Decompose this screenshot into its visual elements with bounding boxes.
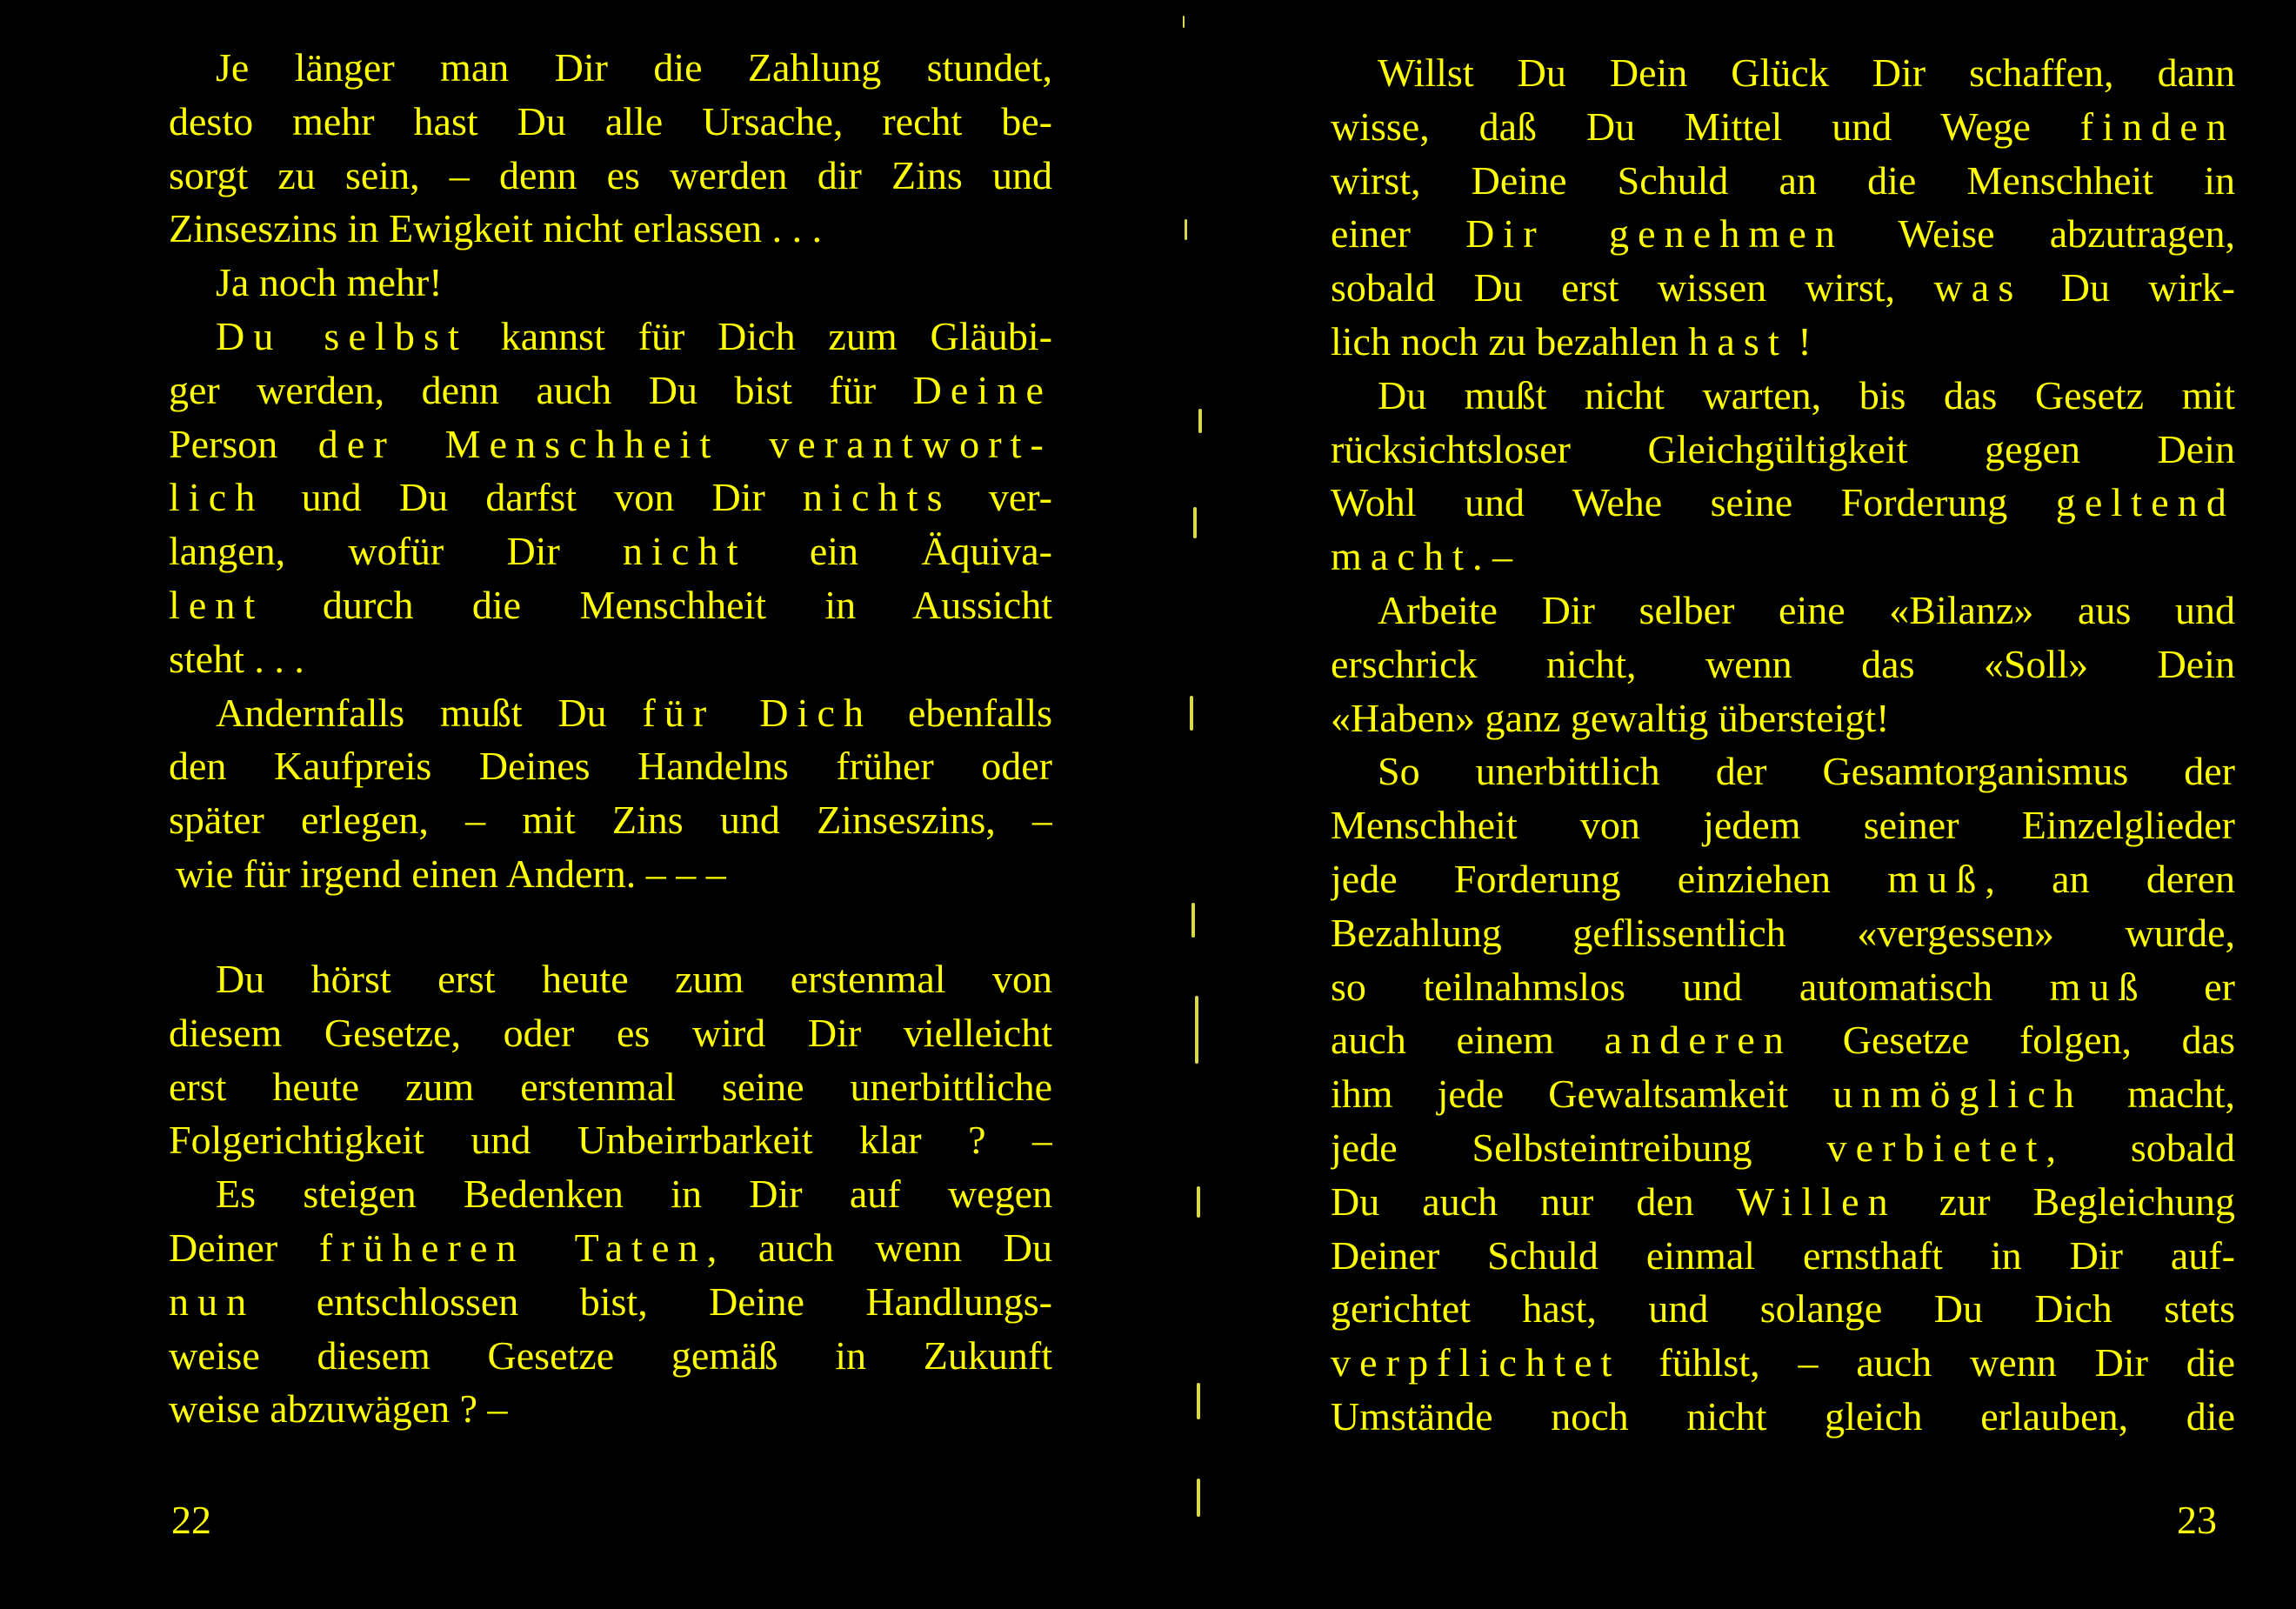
text-line: Willst Du Dein Glück Dir schaffen, dann xyxy=(1378,50,2235,95)
text-line: rücksichtsloser Gleichgültigkeit gegen Dein xyxy=(1331,426,2235,471)
text-line: Deiner Schuld einmal ernsthaft in Dir auf- xyxy=(1331,1232,2235,1278)
text-line: Du mußt nicht warten, bis das Gesetz mit xyxy=(1378,372,2235,417)
text-line: weise diesem Gesetze gemäß in Zukunft xyxy=(169,1332,1052,1378)
text-line: den Kaufpreis Deines Handelns früher oder xyxy=(169,744,1052,789)
text-line: Du selbst kannst für Dich zum Gläubi- xyxy=(216,313,1052,358)
text-line: macht. – xyxy=(1331,534,1512,579)
text-line: diesem Gesetze, oder es wird Dir vielleicht xyxy=(169,1010,1052,1055)
text-line: weise abzuwägen ? – xyxy=(169,1386,508,1432)
text-line: Je länger man Dir die Zahlung stundet, xyxy=(216,45,1052,90)
text-line: Ja noch mehr! xyxy=(216,260,443,305)
text-line: sorgt zu sein, – denn es werden dir Zins und xyxy=(169,152,1052,197)
right-page xyxy=(1148,0,2296,1609)
text-line: ger werden, denn auch Du bist für Deine xyxy=(169,367,1052,412)
text-line: Du auch nur den Willen zur Begleichung xyxy=(1331,1178,2235,1224)
text-line: lich und Du darfst von Dir nichts ver- xyxy=(169,475,1052,520)
text-line: Andernfalls mußt Du für Dich ebenfalls xyxy=(216,690,1052,735)
text-line: einer Dir genehmen Weise abzutragen, xyxy=(1331,211,2235,257)
text-line: Du hörst erst heute zum erstenmal von xyxy=(216,957,1052,1001)
text-line: langen, wofür Dir nicht ein Äquiva- xyxy=(169,529,1052,574)
text-line: «Haben» ganz gewaltig übersteigt! xyxy=(1331,695,1890,740)
text-line: lent durch die Menschheit in Aussicht xyxy=(169,582,1052,627)
right-text-block xyxy=(1331,46,2235,1444)
text-line: ihm jede Gewaltsamkeit unmöglich macht, xyxy=(1331,1072,2235,1117)
text-line: später erlegen, – mit Zins und Zinseszins, – xyxy=(169,798,1052,843)
page-number-left: 22 xyxy=(171,1498,211,1542)
text-line: Wohl und Wehe seine Forderung geltend xyxy=(1331,480,2235,525)
page-number-right: 23 xyxy=(2177,1498,2217,1542)
text-line: wirst, Deine Schuld an die Menschheit in xyxy=(1331,157,2235,203)
left-text-block-1 xyxy=(169,41,1052,901)
text-line: So unerbittlich der Gesamtorganismus der xyxy=(1378,749,2235,794)
text-line: Deiner früheren Taten, auch wenn Du xyxy=(169,1225,1052,1270)
text-line: Es steigen Bedenken in Dir auf wegen xyxy=(216,1172,1052,1217)
text-line: desto mehr hast Du alle Ursache, recht be- xyxy=(169,98,1052,144)
left-text-block-2 xyxy=(169,952,1052,1436)
text-line: wisse, daß Du Mittel und Wege finden xyxy=(1331,103,2235,149)
text-line: Person der Menschheit verantwort- xyxy=(169,421,1052,466)
text-line: nun entschlossen bist, Deine Handlungs- xyxy=(169,1279,1052,1324)
text-line: verpflichtet fühlst, – auch wenn Dir die xyxy=(1331,1340,2235,1385)
text-line: lich noch zu bezahlen hast ! xyxy=(1331,318,1812,364)
text-line: auch einem anderen Gesetze folgen, das xyxy=(1331,1018,2235,1063)
text-line: Umstände noch nicht gleich erlauben, die xyxy=(1331,1393,2235,1439)
text-line: so teilnahmslos und automatisch muß er xyxy=(1331,964,2235,1009)
text-line: sobald Du erst wissen wirst, was Du wirk- xyxy=(1331,265,2235,310)
text-line: jede Selbsteintreibung verbietet, sobald xyxy=(1331,1125,2235,1170)
text-line: Menschheit von jedem seiner Einzelglieder xyxy=(1331,803,2235,848)
text-line: Folgerichtigkeit und Unbeirrbarkeit klar ? – xyxy=(169,1118,1052,1163)
text-line: Arbeite Dir selber eine «Bilanz» aus und xyxy=(1378,587,2235,632)
text-line: gerichtet hast, und solange Du Dich stets xyxy=(1331,1286,2235,1332)
text-line: wie für irgend einen Andern. – – – xyxy=(176,851,726,896)
text-line: jede Forderung einziehen muß, an deren xyxy=(1331,856,2235,901)
text-line: erschrick nicht, wenn das «Soll» Dein xyxy=(1331,641,2235,686)
text-line: Zinseszins in Ewigkeit nicht erlassen . . . xyxy=(169,206,823,251)
text-line: steht . . . xyxy=(169,636,304,681)
text-line: Bezahlung geflissentlich «vergessen» wurde, xyxy=(1331,910,2235,955)
text-line: erst heute zum erstenmal seine unerbittliche xyxy=(169,1064,1052,1109)
